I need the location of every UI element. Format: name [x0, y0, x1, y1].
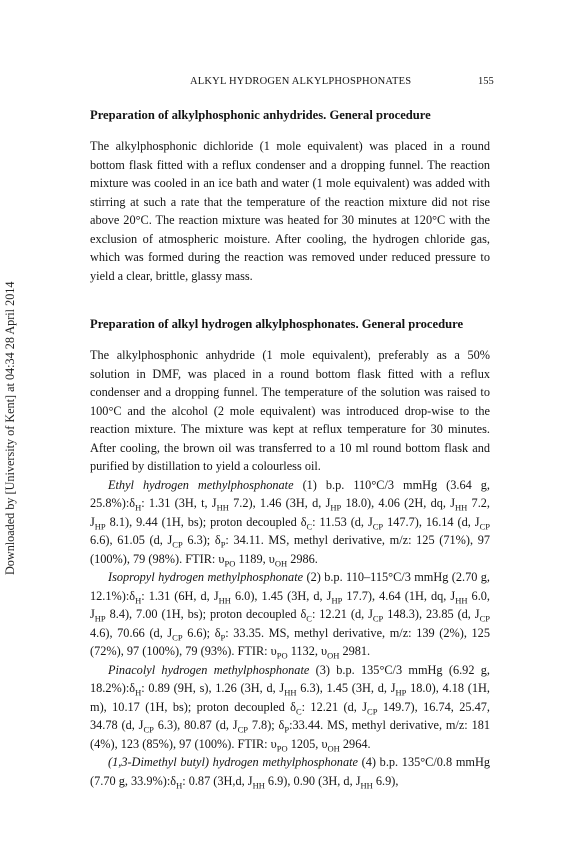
procedure-anhydrides: The alkylphosphonic dichloride (1 mole equivalent) was placed in a round bottom flask fitted with a reflux condenser and a dropping funnel. The reaction mixture was cooled in an ice bath and water (1 mole equivalent) was added with stirring at such a rate that the temperature of the reaction mixture did not rise above 20°C. The reaction mixture was heated for 30 minutes at 120°C with the exclusion of atmospheric moisture. After cooling, the hydrogen chloride gas, which was formed during the reaction was removed under reduced pressure to yield a clear, brittle, glassy mass. [90, 139, 490, 283]
section-heading-anhydrides: Preparation of alkylphosphonic anhydrides. General procedure [90, 108, 431, 122]
compound-name: Isopropyl hydrogen methylphosphonate [108, 570, 304, 584]
compound-data: (2) b.p. 110–115°C/3 mmHg (2.70 g, $12.1\%):\delta_H$: 1.31 (6H, d, $J_{HH}$ 6.0), 1.45 (3H, d, $J_{HP}$ 17.7), 4.64 (1H, dq, $J_{HH}$ 6.0, $J_{HP}$ 8.4), 7.00 (1H, bs); proton decoupled $\delta_C$: 12.21 (d, $J_{CP}$ 148.3), 23.85 (d, $J_{CP}$ 4.6), 70.66 (d, $J_{CP}$ 6.6); $\delta_P$: 33.35. MS, methyl derivative, m/z: 139 (2%), 125 (72%), 97 (100%), 79 (93%). FTIR: $\upsilon_{PO}$ 1132, $\upsilon_{OH}$ 2981. [90, 570, 491, 661]
compound-data: (4) b.p. 135°C/0.8 mmHg (7.70 g, $33.9\%):\delta_H$: 0.87 (3H,d, $J_{HH}$ 6.9), 0.90 (3H, d, $J_{HH}$ 6.9), [90, 755, 490, 790]
procedure-phosphonates: The alkylphosphonic anhydride (1 mole equivalent), preferably as a 50% solution in DMF, was placed in a round bottom flask fitted with a reflux condenser and a dropping funnel. The temperature of the solution was raised to 100°C and the alcohol (2 mole equivalent) was introduced drop-wise to the reaction mixture. The mixture was kept at reflux temperature for 30 minutes. After cooling, the brown oil was transferred to a 10 ml round bottom flask and purified by distillation to yield a colourless oil. [90, 348, 490, 473]
compound-name: Ethyl hydrogen methylphosphonate [108, 477, 294, 492]
compound-entry-1 [90, 476, 490, 569]
compound-name: (1,3-Dimethyl butyl) hydrogen methylphosphonate [108, 755, 358, 769]
compound-data: (1) b.p. 110°C/3 mmHg (3.64 g, $25.8\%):\delta_H$: 1.31 (3H, t, $J_{HH}$ 7.2), 1.46 (3H, d, $J_{HP}$ 18.0), 4.06 (2H, dq, $J_{HH}$ 7.2, $J_{HP}$ 8.1), 9.44 (1H, bs); proton decoupled $\delta_C$: 11.53 (d, $J_{CP}$ 147.7), 16.14 (d, $J_{CP}$ 6.6), 61.05 (d, $J_{CP}$ 6.3); $\delta_P$: 34.11. MS, methyl derivative, m/z: 125 (71%), 97 (100%), 79 (98%). FTIR: $\upsilon_{PO}$ 1189, $\upsilon_{OH}$ 2986. [90, 477, 491, 568]
compound-data: (3) b.p. 135°C/3 mmHg (6.92 g, $18.2\%):\delta_H$: 0.89 (9H, s), 1.26 (3H, d, $J_{HH}$ 6.3), 1.45 (3H, d, $J_{HP}$ 18.0), 4.18 (1H, m), 10.17 (1H, bs); proton decoupled $\delta_C$: 12.21 (d, $J_{CP}$ 149.7), 16.74, 25.47, 34.78 (d, $J_{CP}$ 6.3), 80.87 (d, $J_{CP}$ 7.8); $\delta_P:33.44$. MS, methyl derivative, m/z: 181 (4%), 123 (85%), 97 (100%). FTIR: $\upsilon_{PO}$ 1205, $\upsilon_{OH}$ 2964. [90, 662, 491, 753]
compound-entry-2 [90, 568, 490, 661]
page-body [90, 106, 490, 790]
compound-name: Pinacolyl hydrogen methylphosphonate [108, 662, 310, 677]
compound-entry-3 [90, 661, 490, 754]
running-head: ALKYL HYDROGEN ALKYLPHOSPHONATES [190, 76, 412, 87]
page-number: 155 [478, 76, 494, 87]
compound-entry-4 [90, 753, 490, 790]
download-watermark: Downloaded by [University of Kent] at 04:34 28 April 2014 [3, 281, 17, 575]
section-heading-phosphonates: Preparation of alkyl hydrogen alkylphosphonates. General procedure [90, 317, 464, 331]
